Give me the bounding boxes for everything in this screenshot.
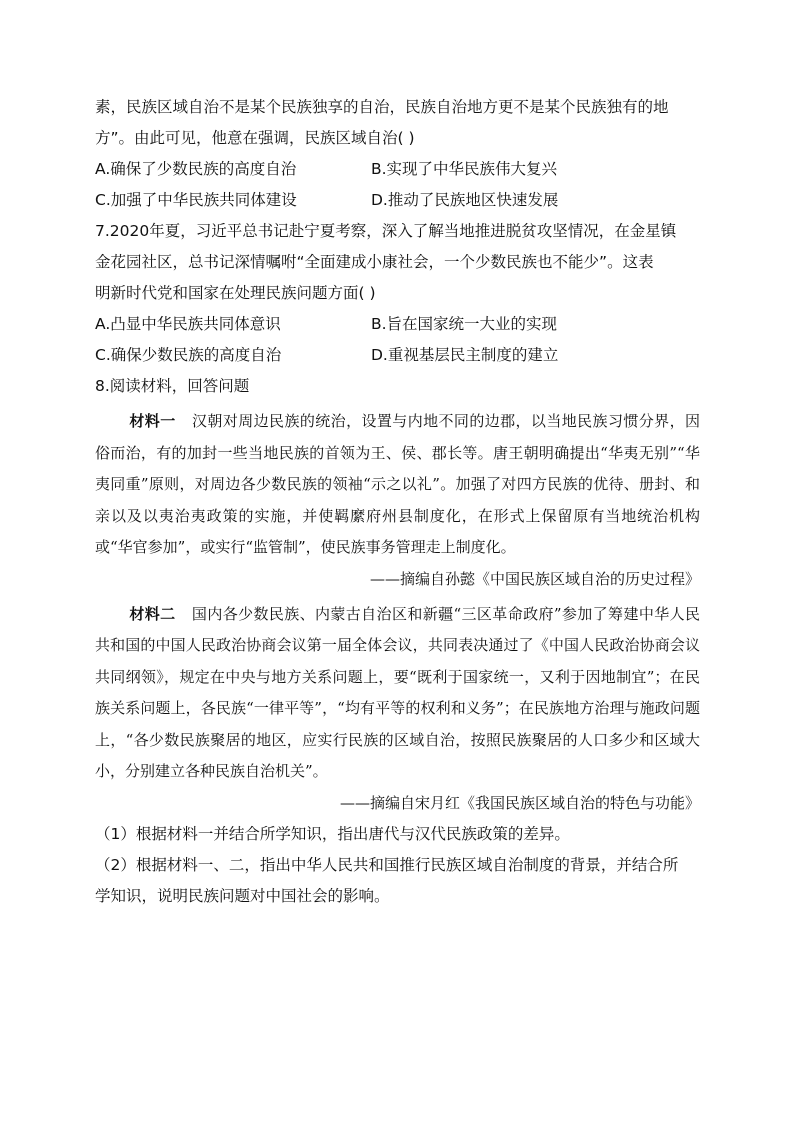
q8-stem: 8.阅读材料，回答问题 <box>95 377 250 395</box>
q6-stem-line-1: 素，民族区域自治不是某个民族独享的自治，民族自治地方更不是某个民族独有的地 <box>95 98 669 116</box>
q7-option-b: B.旨在国家统一大业的实现 <box>371 315 558 333</box>
sub-question-2-line-1: （2）根据材料一、二，指出中华人民共和国推行民族区域自治制度的背景，并结合所 <box>95 855 679 874</box>
q7-option-a: A.凸显中华民族共同体意识 <box>95 315 281 333</box>
question-8 <box>95 371 700 912</box>
material-1 <box>95 406 700 564</box>
q7-stem-line-3: 明新时代党和国家在处理民族问题方面( ) <box>95 284 376 302</box>
material-1-text: 汉朝对周边民族的统治，设置与内地不同的边郡，以当地民族习惯分界，因俗而治，有的加封一些当地民族的首领为王、侯、郡长等。唐王朝明确提出“华夷无别”“华夷同重”原则，对周边各少数民族的领袖“示之以礼”。加强了对四方民族的优待、册封、和亲以及以夷治夷政策的实施，并使羁縻府州县制度化，在形式上保留原有当地统治机构或“华官参加”，或实行“监管制”，使民族事务管理走上制度化。 <box>95 412 700 556</box>
q6-option-d: D.推动了民族地区快速发展 <box>371 191 559 209</box>
q6-stem-line-2: 方”。由此可见，他意在强调，民族区域自治( ) <box>95 129 415 147</box>
q7-option-d: D.重视基层民主制度的建立 <box>371 346 559 364</box>
exam-page <box>95 92 700 912</box>
material-2 <box>95 599 700 788</box>
q7-options-row-1 <box>95 309 700 340</box>
q7-stem-line-2: 金花园社区，总书记深情嘱咐“全面建成小康社会，一个少数民族也不能少”。这表 <box>95 253 654 271</box>
q7-stem-line-1: 7.2020年夏，习近平总书记赴宁夏考察，深入了解当地推进脱贫攻坚情况，在金星镇 <box>95 222 677 240</box>
q6-option-b: B.实现了中华民族伟大复兴 <box>371 160 558 178</box>
question-7 <box>95 216 700 371</box>
q6-options-row-1 <box>95 154 700 185</box>
sub-question-2-line-2: 学知识，说明民族问题对中国社会的影响。 <box>95 886 390 905</box>
q6-option-c: C.加强了中华民族共同体建设 <box>95 191 297 209</box>
q7-option-c: C.确保少数民族的高度自治 <box>95 346 282 364</box>
material-2-source: ——摘编自宋月红《我国民族区域自治的特色与功能》 <box>339 793 700 812</box>
q6-options-row-2 <box>95 185 700 216</box>
q7-options-row-2 <box>95 340 700 371</box>
question-6 <box>95 92 700 216</box>
sub-question-1: （1）根据材料一并结合所学知识，指出唐代与汉代民族政策的差异。 <box>95 824 570 843</box>
material-1-label: 材料一 <box>129 412 176 430</box>
q6-option-a: A.确保了少数民族的高度自治 <box>95 160 297 178</box>
material-2-text: 国内各少数民族、内蒙古自治区和新疆“三区革命政府”参加了筹建中华人民共和国的中国人民政治协商会议第一届全体会议，共同表决通过了《中国人民政治协商会议共同纲领》，规定在中央与地方关系问题上，要“既利于国家统一，又利于因地制宜”；在民族关系问题上，各民族“一律平等”，“均有平等的权利和义务”；在民族地方治理与施政问题上，“各少数民族聚居的地区，应实行民族的区域自治，按照民族聚居的人口多少和区域大小，分别建立各种民族自治机关”。 <box>95 604 700 780</box>
material-2-label: 材料二 <box>129 604 176 623</box>
material-1-source: ——摘编自孙懿《中国民族区域自治的历史过程》 <box>369 569 700 588</box>
